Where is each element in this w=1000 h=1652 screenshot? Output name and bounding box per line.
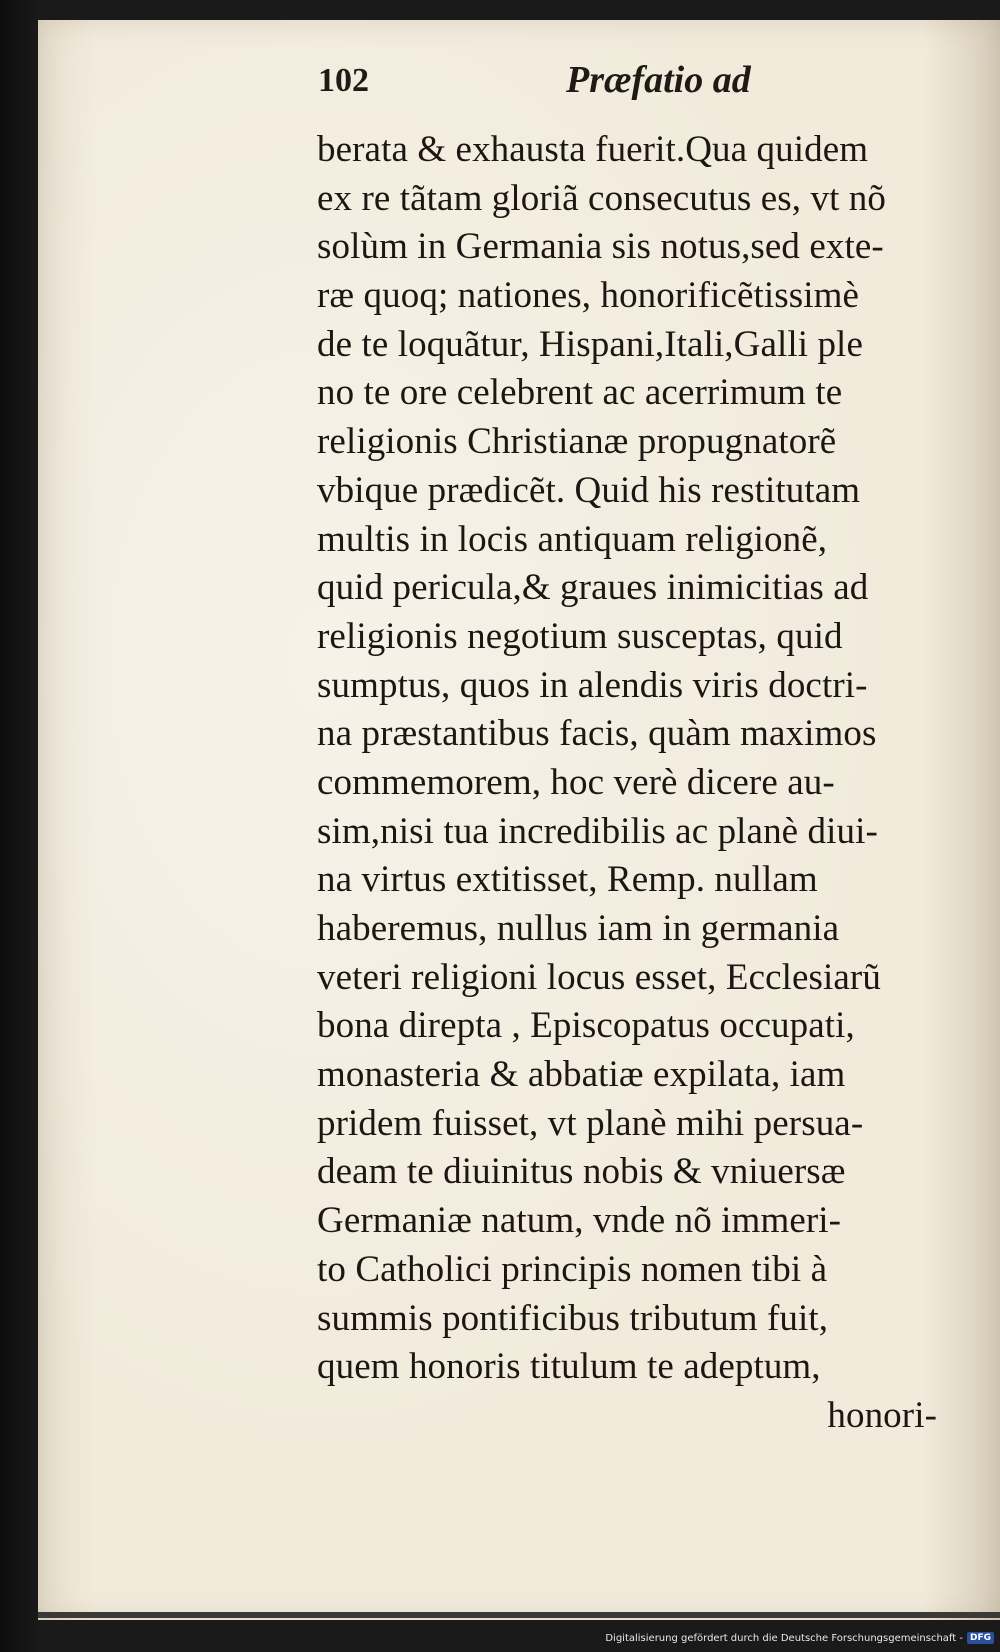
text-line: na virtus extitisset, Remp. nullam <box>317 859 818 901</box>
body-text <box>317 126 967 1441</box>
text-line: veteri religioni locus esset, Ecclesiarũ <box>317 956 881 998</box>
text-line: deam te diuinitus nobis & vniuersæ <box>317 1151 846 1193</box>
text-line: ex re tãtam gloriã consecutus es, vt nõ <box>317 177 886 219</box>
credit-text: Digitalisierung gefördert durch die Deutsche Forschungsgemeinschaft - <box>605 1632 963 1644</box>
text-line: ræ quoq; nationes, honorificẽtissimè <box>317 275 860 317</box>
text-line: sumptus, quos in alendis viris doctri- <box>317 664 868 706</box>
text-line: na præstantibus facis, quàm maximos <box>317 713 877 755</box>
text-line: pridem fuisset, vt planè mihi persua- <box>317 1102 864 1144</box>
text-line: berata & exhausta fuerit.Qua quidem <box>317 129 869 170</box>
text-line: bona direpta , Episcopatus occupati, <box>317 1005 855 1047</box>
text-line: multis in locis antiquam religionẽ, <box>317 518 828 560</box>
text-line: quid pericula,& graues inimicitias ad <box>317 567 869 609</box>
catchword: honori- <box>827 1394 937 1436</box>
text-line: solùm in Germania sis notus,sed exte- <box>317 226 884 268</box>
text-line: no te ore celebrent ac acerrimum te <box>317 372 843 414</box>
page-header <box>318 58 958 110</box>
text-line: monasteria & abbatiæ expilata, iam <box>317 1054 846 1096</box>
text-line: to Catholici principis nomen tibi à <box>317 1248 828 1290</box>
text-line: commemorem, hoc verè dicere au- <box>317 761 835 803</box>
text-line: religionis Christianæ propugnatorẽ <box>317 421 837 463</box>
digitization-credit <box>605 1632 994 1644</box>
text-line: Germaniæ natum, vnde nõ immeri- <box>317 1200 842 1242</box>
page-number: 102 <box>318 62 369 99</box>
text-line: haberemus, nullus iam in germania <box>317 908 840 949</box>
page-edge <box>38 1612 1000 1618</box>
running-head: Præfatio ad <box>566 59 751 101</box>
text-line: sim,nisi tua incredibilis ac planè diui- <box>317 810 878 852</box>
text-line: quem honoris titulum te adeptum, <box>317 1346 821 1388</box>
text-line: de te loquãtur, Hispani,Itali,Galli ple <box>317 323 863 365</box>
dfg-logo: DFG <box>967 1632 994 1644</box>
text-line: summis pontificibus tributum fuit, <box>317 1297 829 1339</box>
text-line: vbique prædicẽt. Quid his restitutam <box>317 469 861 511</box>
text-line: religionis negotium susceptas, quid <box>317 615 843 657</box>
